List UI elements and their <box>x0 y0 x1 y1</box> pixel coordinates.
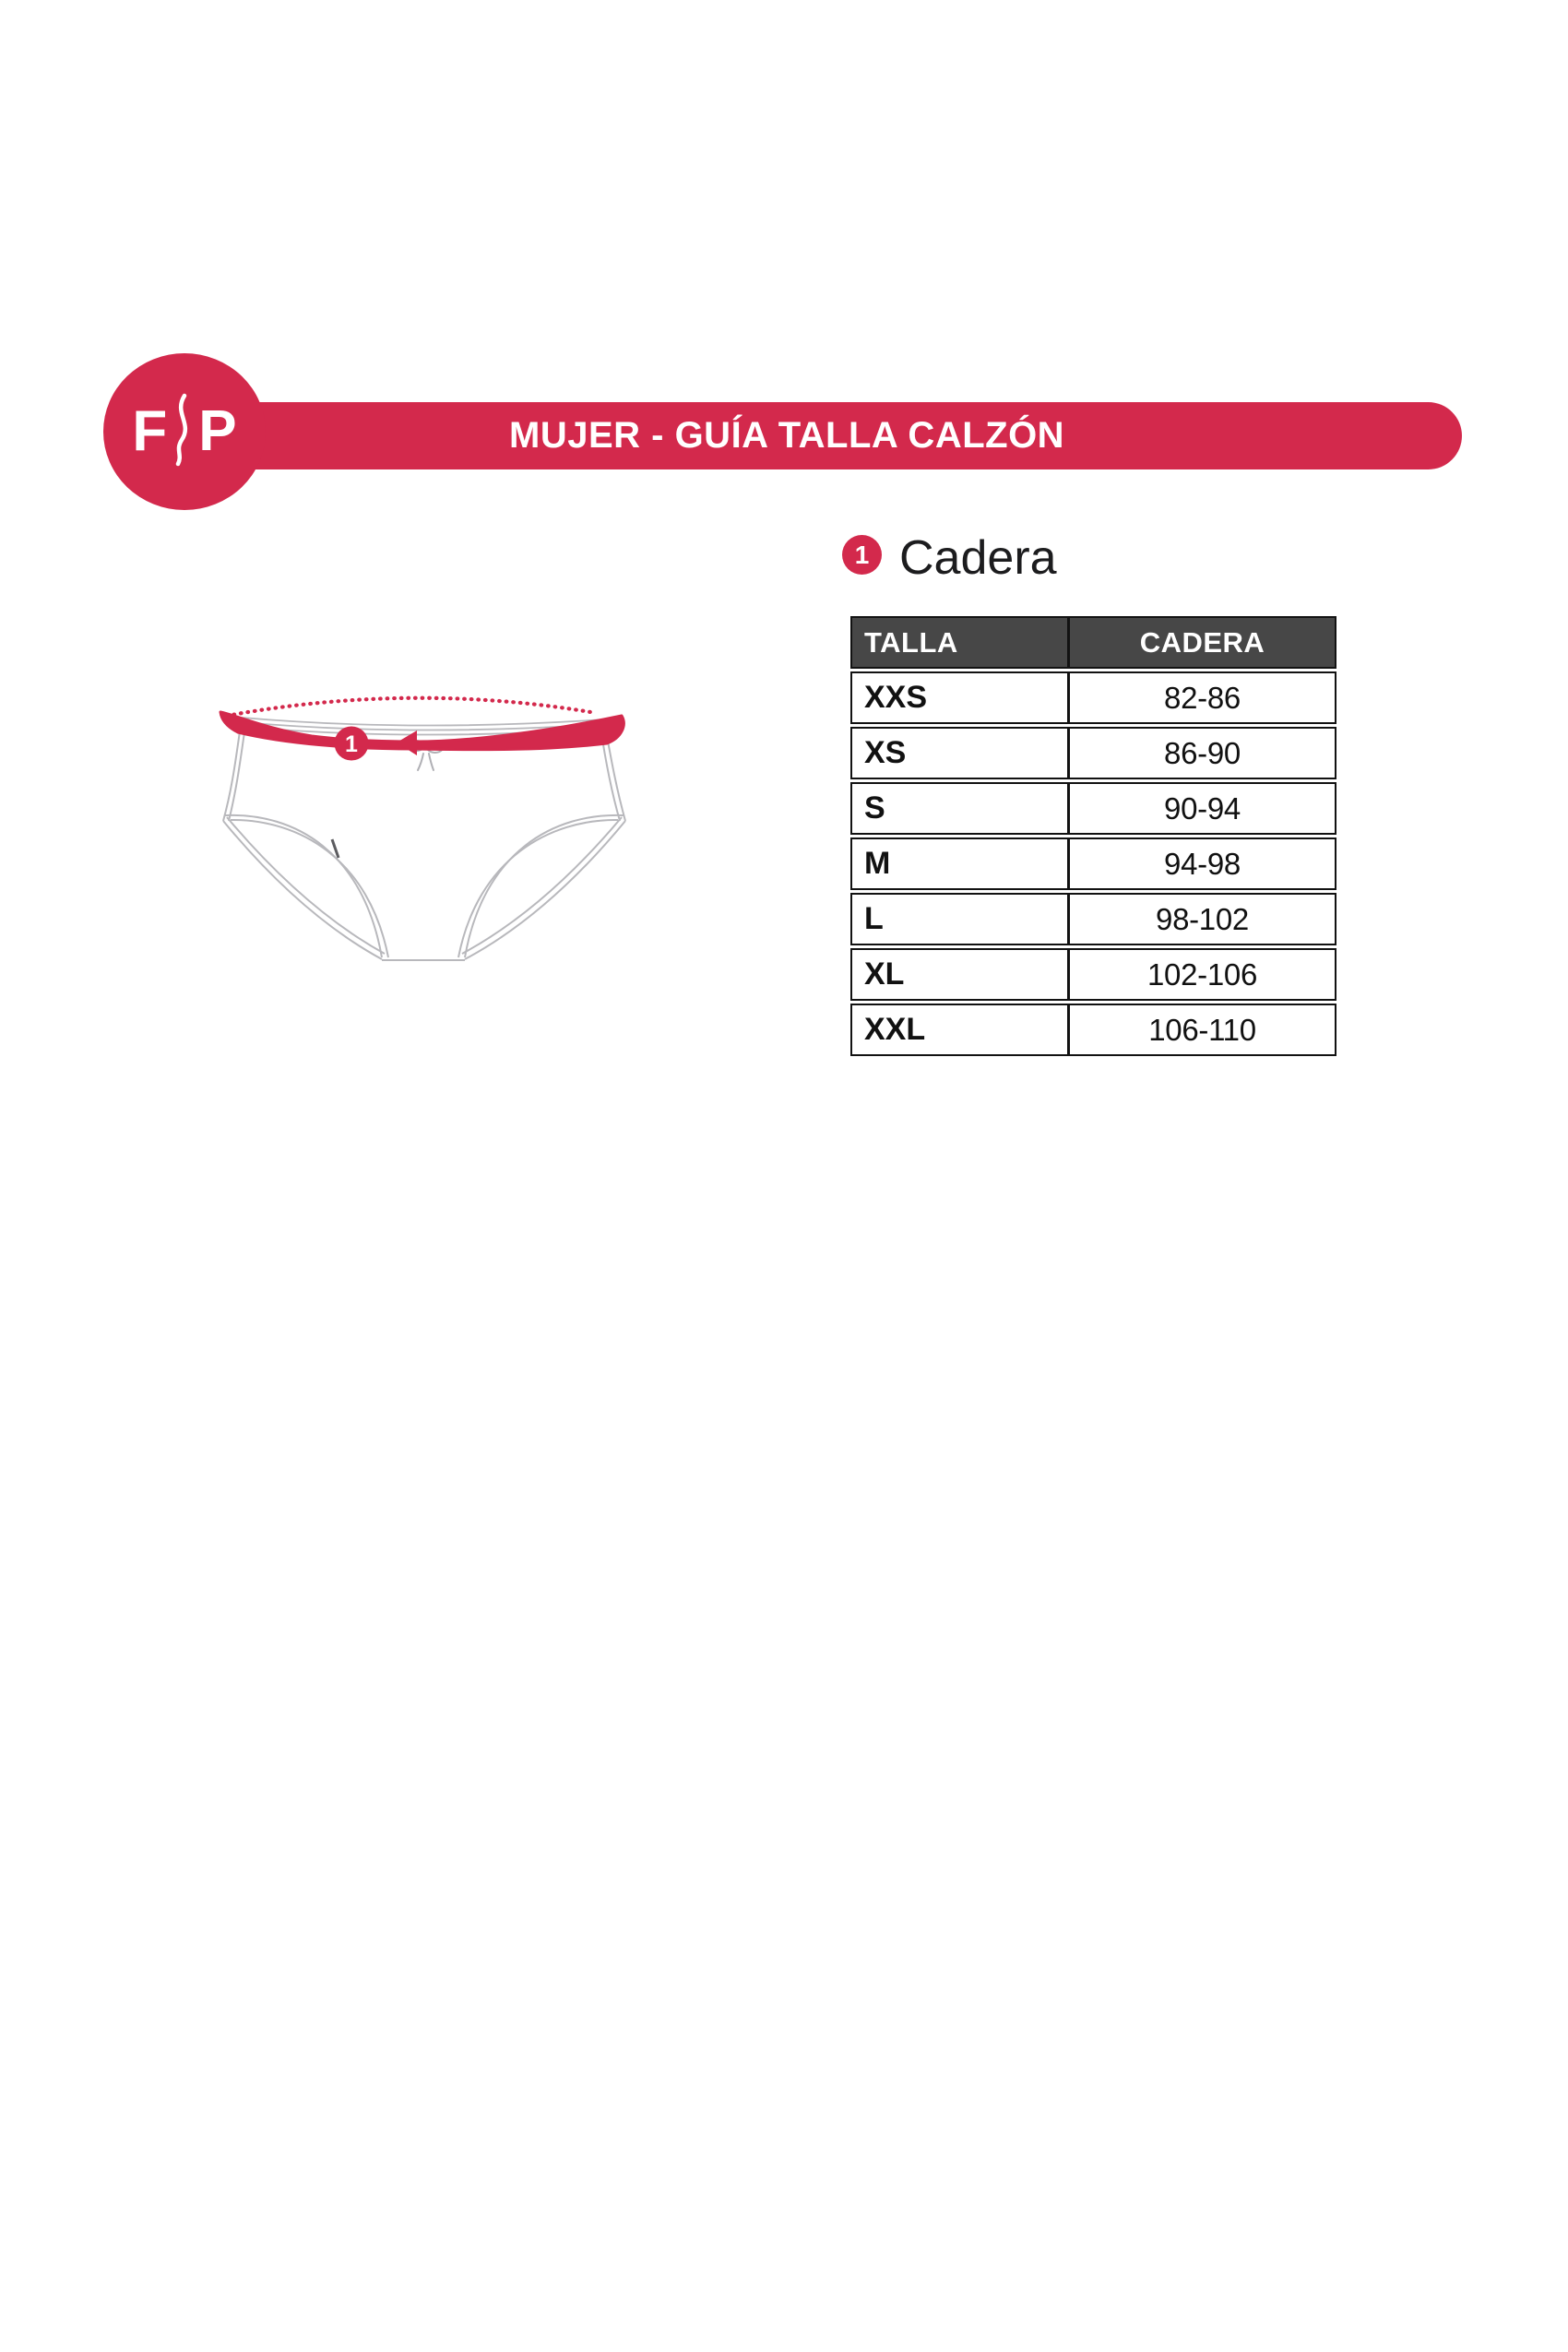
table-row <box>850 782 1336 835</box>
table-header-row <box>850 616 1336 669</box>
hip-measure-dotted-arc <box>227 698 596 716</box>
logo-squiggle-icon <box>173 393 192 467</box>
range-cell: 106-110 <box>1148 1012 1256 1047</box>
measurement-badge: 1 <box>842 535 882 575</box>
table-row <box>850 948 1336 1001</box>
range-cell: 86-90 <box>1164 735 1241 770</box>
measurement-label: Cadera <box>899 531 1057 585</box>
hip-badge-number: 1 <box>345 731 358 757</box>
size-cell: XL <box>852 950 1070 999</box>
size-cell: M <box>852 839 1070 888</box>
size-cell: XXS <box>852 673 1070 722</box>
table-row <box>850 837 1336 890</box>
table-row <box>850 671 1336 724</box>
range-cell: 90-94 <box>1164 790 1241 826</box>
table-row <box>850 893 1336 945</box>
title-banner <box>203 402 1462 469</box>
page-title: MUJER - GUÍA TALLA CALZÓN <box>509 415 1065 456</box>
size-cell: XS <box>852 729 1070 778</box>
table-row <box>850 1004 1336 1056</box>
hip-badge <box>335 727 369 761</box>
size-table <box>850 616 1336 1056</box>
range-cell: 102-106 <box>1146 956 1257 992</box>
measurement-legend <box>842 528 1057 585</box>
logo-letter-f: F <box>132 399 168 463</box>
range-cell: 82-86 <box>1164 680 1241 715</box>
size-cell: XXL <box>852 1005 1070 1054</box>
range-cell: 98-102 <box>1156 901 1249 936</box>
range-cell: 94-98 <box>1164 846 1241 881</box>
underwear-outline <box>223 725 625 960</box>
table-row <box>850 727 1336 779</box>
brand-logo <box>103 353 266 510</box>
size-cell: L <box>852 895 1070 944</box>
size-cell: S <box>852 784 1070 833</box>
logo-letter-p: P <box>198 399 237 463</box>
header-cell-cadera: CADERA <box>1139 625 1265 659</box>
garment-diagram <box>210 684 646 989</box>
header-cell-talla: TALLA <box>852 618 1070 667</box>
